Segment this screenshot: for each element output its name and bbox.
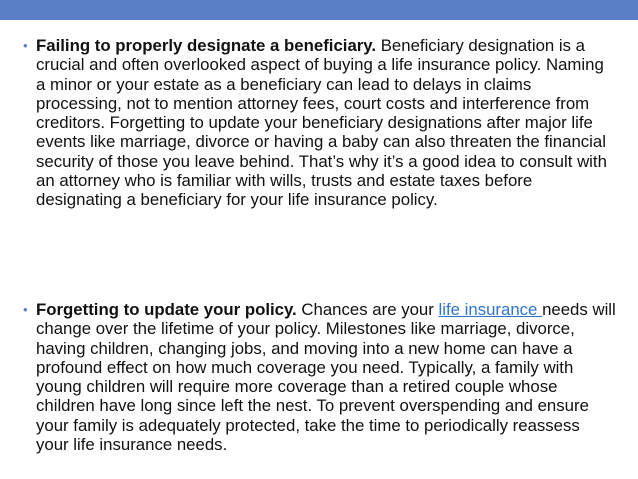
bullet-body-after-link: needs will change over the lifetime of your policy. Milestones like marriage, divorce, having children, changing jobs, and moving into a new home can have a profound effect on how much coverage you need. Typically, a family with young children will require more coverage than a retired couple whose children have long since left the nest. To prevent overspending and ensure your family is adequately protected, take the time to periodically reassess your life insurance needs.: [36, 300, 616, 455]
bullet-heading: Failing to properly designate a beneficiary.: [36, 36, 377, 55]
life-insurance-link[interactable]: life insurance: [438, 300, 543, 319]
bullet-icon: •: [23, 302, 28, 317]
bullet-body: Beneficiary designation is a crucial and often overlooked aspect of buying a life insurance policy. Naming a minor or your estate as a beneficiary can lead to delays in claims processing, not to mention attorney fees, court costs and interference from creditors. Forgetting to update your beneficiary designations after major life events like marriage, divorce or having a baby can also threaten the financial security of those you leave behind. That’s why it’s a good idea to consult with an attorney who is familiar with wills, trusts and estate taxes before designating a beneficiary for your life insurance policy.: [36, 36, 607, 210]
bullet-icon: •: [23, 38, 28, 53]
bullet-heading: Forgetting to update your policy.: [36, 300, 297, 319]
bullet-item-update-policy: [23, 300, 616, 455]
bullet-body-before-link: Chances are your: [296, 300, 439, 319]
bullet-item-beneficiary: [23, 36, 616, 210]
